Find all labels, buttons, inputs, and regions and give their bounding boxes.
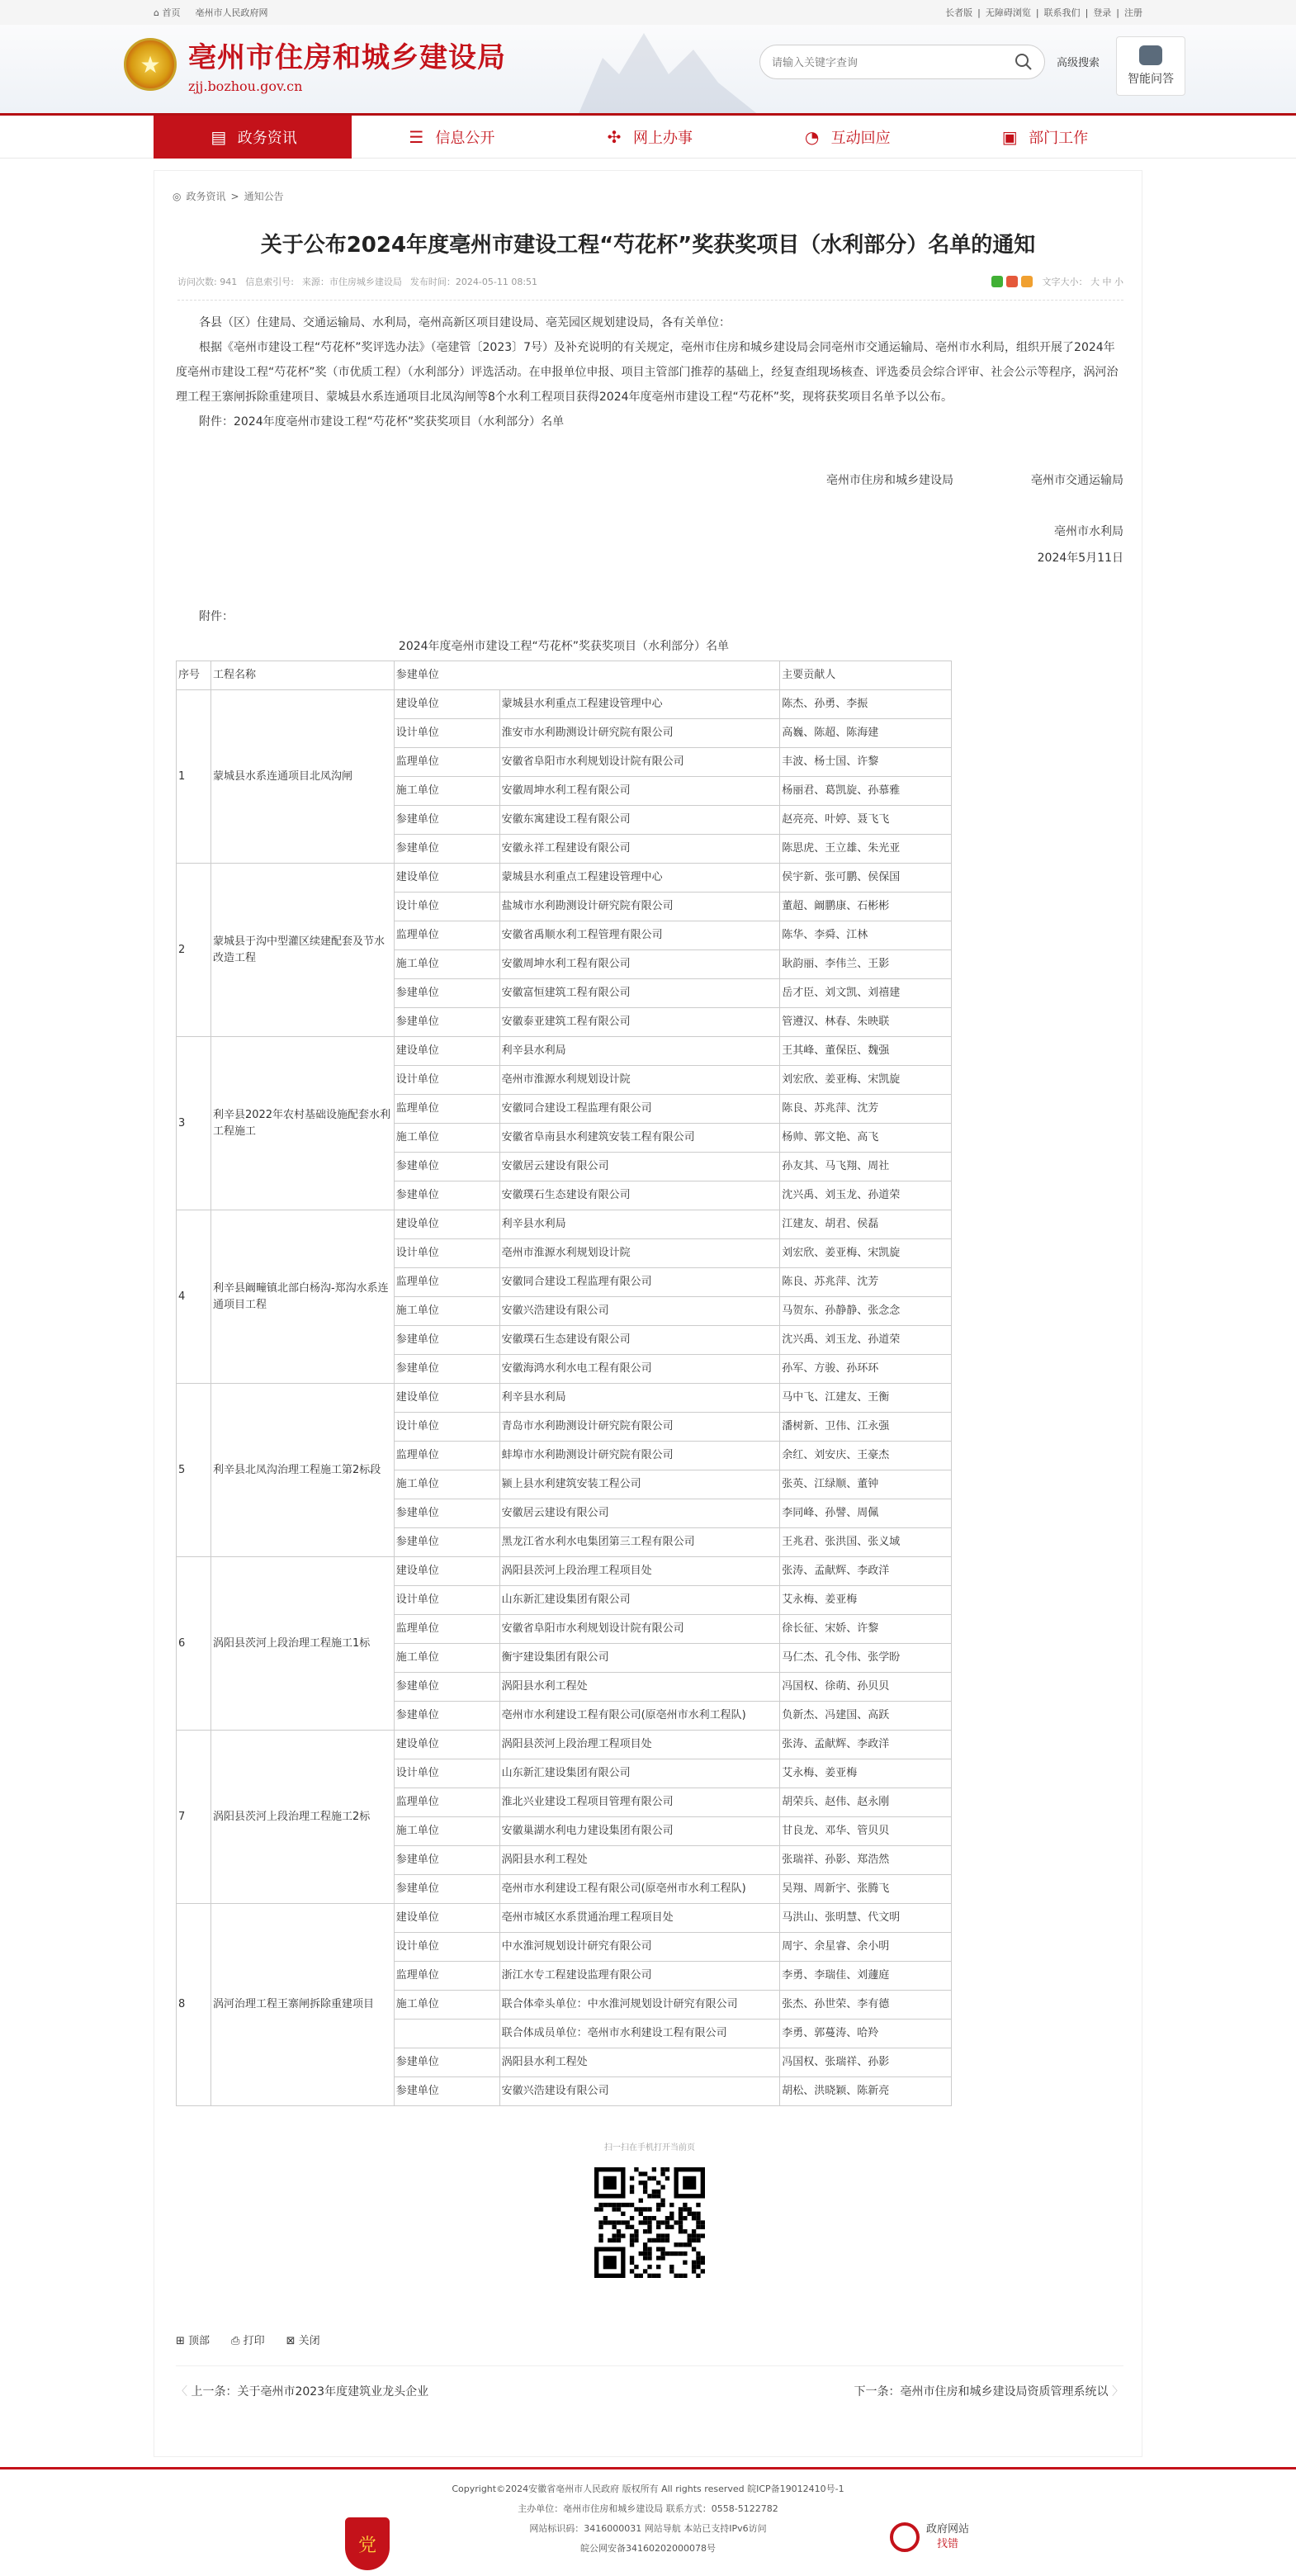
cell-contributors: 刘宏欣、姜亚梅、宋凯旋: [780, 1066, 952, 1095]
cell-contributors: 吴翔、周新宇、张腾飞: [780, 1875, 952, 1904]
main-nav: [0, 116, 1296, 159]
cell-unit-name: 安徽璞石生态建设有限公司: [499, 1181, 780, 1210]
cell-contributors: 张杰、孙世荣、李有德: [780, 1991, 952, 2020]
cell-unit-role: 建设单位: [394, 1731, 499, 1759]
article-container: [154, 170, 1142, 2457]
cell-unit-name: 安徽兴浩建设有限公司: [499, 1297, 780, 1326]
cell-unit-role: 设计单位: [394, 1239, 499, 1268]
qr-code-icon[interactable]: [594, 2167, 705, 2278]
cell-unit-role: 设计单位: [394, 719, 499, 748]
close-icon: ⊠: [286, 2335, 299, 2347]
cell-unit-role: 设计单位: [394, 1586, 499, 1615]
cell-contributors: 马贺东、孙静静、张念念: [780, 1297, 952, 1326]
cell-contributors: 马中飞、江建友、王衡: [780, 1384, 952, 1413]
document-icon: ▤: [210, 127, 227, 147]
cell-contributors: 高巍、陈超、陈海建: [780, 719, 952, 748]
site-url: zjj.bozhou.gov.cn: [188, 78, 303, 94]
table-row: [177, 864, 952, 893]
cell-unit-role: 设计单位: [394, 1759, 499, 1788]
cell-project-number: 6: [177, 1557, 211, 1731]
cell-contributors: 董超、阚鹏康、石彬彬: [780, 893, 952, 921]
cell-unit-name: 安徽兴浩建设有限公司: [499, 2077, 780, 2106]
article-meta: 访问次数: 941 信息索引号: 来源：市住房城乡建设局 发布时间：2024-05-11 08:51 文字大小： 大 中 小: [177, 275, 1123, 301]
home-icon: ⌂: [154, 7, 163, 18]
cell-unit-name: 安徽周坤水利工程有限公司: [499, 950, 780, 979]
cell-unit-role: 参建单位: [394, 1153, 499, 1181]
cell-contributors: 李勇、郭蔓涛、哈羚: [780, 2020, 952, 2048]
cell-unit-name: 安徽巢湖水利电力建设集团有限公司: [499, 1817, 780, 1846]
cell-unit-role: 参建单位: [394, 1499, 499, 1528]
cell-contributors: 杨丽君、葛凯旋、孙慕雅: [780, 777, 952, 806]
cell-unit-name: 亳州市淮源水利规划设计院: [499, 1239, 780, 1268]
contact-link[interactable]: 联系我们: [1043, 7, 1081, 18]
nav-item-online-services[interactable]: ✣ 网上办事: [549, 116, 747, 159]
topbar: ⌂ 首页 亳州市人民政府网 长者版 | 无障碍浏览 | 联系我们 | 登录 | 注册: [0, 0, 1296, 25]
back-to-top-button[interactable]: ⊞ 顶部: [176, 2335, 210, 2347]
smart-qa-button[interactable]: 智能问答: [1116, 36, 1185, 96]
cell-unit-name: 涡阳县茨河上段治理工程项目处: [499, 1731, 780, 1759]
city-landmark-decoration: [545, 25, 792, 116]
cell-unit-role: 参建单位: [394, 1846, 499, 1875]
cell-unit-name: 安徽省禹顺水利工程管理有限公司: [499, 921, 780, 950]
table-row: [177, 690, 952, 719]
cell-unit-role: 设计单位: [394, 893, 499, 921]
header-cell: 参建单位: [394, 661, 779, 690]
visit-count: 访问次数: 941: [177, 277, 238, 287]
article-source: 来源：市住房城乡建设局: [301, 277, 402, 287]
cell-unit-role: 建设单位: [394, 1904, 499, 1933]
advanced-search-link[interactable]: 高级搜索: [1057, 57, 1100, 69]
cell-unit-name: 安徽海鸿水利水电工程有限公司: [499, 1355, 780, 1384]
next-article-link[interactable]: 下一条：亳州市住房和城乡建设局资质管理系统以 〉: [854, 2385, 1123, 2398]
cell-unit-role: 建设单位: [394, 1557, 499, 1586]
cell-project-number: 8: [177, 1904, 211, 2106]
cell-contributors: 赵亮亮、叶婷、聂飞飞: [780, 806, 952, 835]
gov-site-error-report[interactable]: 政府网站 找错: [890, 2522, 969, 2552]
cell-contributors: 冯国权、张瑞祥、孙影: [780, 2048, 952, 2077]
share-buttons: [991, 276, 1033, 287]
cell-unit-role: 参建单位: [394, 1326, 499, 1355]
cell-unit-role: 设计单位: [394, 1933, 499, 1962]
cell-contributors: 马洪山、张明慧、代文明: [780, 1904, 952, 1933]
cell-contributors: 徐长征、宋娇、许黎: [780, 1615, 952, 1644]
cell-contributors: 耿韵丽、李伟兰、王影: [780, 950, 952, 979]
footer-site-id: 网站标识码：3416000031 网站导航 本站已支持IPv6访问: [529, 2523, 767, 2534]
print-icon: ⎙: [231, 2335, 244, 2347]
cell-contributors: 艾永梅、姜亚梅: [780, 1586, 952, 1615]
cell-unit-role: 监理单位: [394, 1442, 499, 1470]
cell-unit-role: 参建单位: [394, 1008, 499, 1037]
cell-unit-role: 施工单位: [394, 1297, 499, 1326]
cell-contributors: 陈杰、孙勇、李振: [780, 690, 952, 719]
cell-project-name: 涡阳县茨河上段治理工程施工2标: [210, 1731, 394, 1904]
search-box: [759, 45, 1045, 79]
cell-contributors: 管遵汉、林春、朱映联: [780, 1008, 952, 1037]
site-title: 亳州市住房和城乡建设局: [188, 41, 506, 74]
font-size-large[interactable]: 大: [1090, 277, 1100, 287]
cell-unit-name: 蒙城县水利重点工程建设管理中心: [499, 864, 780, 893]
cell-unit-name: 山东新汇建设集团有限公司: [499, 1586, 780, 1615]
cell-contributors: 李勇、李瑞佳、刘蘧庭: [780, 1962, 952, 1991]
cell-unit-role: 监理单位: [394, 921, 499, 950]
table-row: [177, 1384, 952, 1413]
font-size-medium[interactable]: 中: [1102, 277, 1112, 287]
login-link[interactable]: 登录: [1093, 7, 1112, 18]
cell-unit-role: 参建单位: [394, 979, 499, 1008]
cell-unit-name: 安徽省阜阳市水利规划设计院有限公司: [499, 748, 780, 777]
search-input[interactable]: [772, 56, 1003, 69]
cell-project-number: 3: [177, 1037, 211, 1210]
sign-org-water: 亳州市水利局: [1054, 525, 1123, 538]
qzone-share-icon[interactable]: [1021, 276, 1033, 287]
cell-contributors: 张英、江绿顺、董钟: [780, 1470, 952, 1499]
cell-contributors: 侯宇新、张可鹏、侯保国: [780, 864, 952, 893]
cell-unit-name: 亳州市水利建设工程有限公司(原亳州市水利工程队): [499, 1702, 780, 1731]
header-cell: 主要贡献人: [780, 661, 952, 690]
paragraph-main: 根据《亳州市建设工程“芍花杯”奖评选办法》（亳建管〔2023〕7号）及补充说明的有关规定，亳州市住房和城乡建设局会同亳州市交通运输局、亳州市水利局，组织开展了2024年度亳州市建设工程“芍花杯”奖（市优质工程）（水利部分）评选活动。在申报单位申报、项目主管部门推荐的基础上，经复查组现场核查、评选委员会综合评审、社会公示等程序，涡河治理工程王寨闸拆除重建项目、蒙城县水系连通项目北凤沟闸等8个水利工程项目获得2024年度亳州市建设工程“芍花杯”奖，现将获奖项目名单予以公布。: [176, 341, 1119, 404]
top-icon: ⊞: [176, 2335, 189, 2347]
cell-unit-role: 施工单位: [394, 777, 499, 806]
location-icon: ◎: [173, 190, 182, 202]
print-button[interactable]: ⎙ 打印: [231, 2335, 265, 2347]
attachment-label: 附件：: [199, 610, 234, 623]
cell-unit-role: 设计单位: [394, 1413, 499, 1442]
footer-host: 主办单位：亳州市住房和城乡建设局 联系方式：0558-5122782: [518, 2503, 778, 2514]
cell-unit-name: 利辛县水利局: [499, 1210, 780, 1239]
header-cell: 序号: [177, 661, 211, 690]
cell-unit-name: 涡阳县水利工程处: [499, 1846, 780, 1875]
cell-contributors: 江建友、胡君、侯磊: [780, 1210, 952, 1239]
cell-unit-role: 参建单位: [394, 806, 499, 835]
paragraph-attachment[interactable]: 附件：2024年度亳州市建设工程“芍花杯”奖获奖项目（水利部分）名单: [199, 415, 565, 429]
site-header: [0, 25, 1296, 116]
cell-contributors: 张涛、孟献辉、李政洋: [780, 1557, 952, 1586]
cell-project-name: 涡河治理工程王寨闸拆除重建项目: [210, 1904, 394, 2106]
cell-unit-name: 亳州市淮源水利规划设计院: [499, 1066, 780, 1095]
cell-contributors: 负新杰、冯建国、高跃: [780, 1702, 952, 1731]
cell-unit-role: 参建单位: [394, 2077, 499, 2106]
site-footer: [0, 2467, 1296, 2576]
cell-project-number: 1: [177, 690, 211, 864]
cell-project-number: 2: [177, 864, 211, 1037]
cell-unit-role: 监理单位: [394, 1095, 499, 1124]
cell-contributors: 甘良龙、邓华、管贝贝: [780, 1817, 952, 1846]
cell-contributors: 王其峰、董保臣、魏强: [780, 1037, 952, 1066]
article-body: [154, 301, 1142, 2289]
info-index: 信息索引号:: [245, 277, 294, 287]
chevron-left-icon: 〈: [176, 2385, 192, 2398]
elder-mode-link[interactable]: 长者版: [945, 7, 973, 18]
folder-icon: ▣: [1001, 127, 1018, 147]
cell-project-name: 利辛县阚疃镇北部白杨沟-郑沟水系连通项目工程: [210, 1210, 394, 1384]
cell-unit-name: 涡阳县水利工程处: [499, 2048, 780, 2077]
cell-contributors: 余红、刘安庆、王豪杰: [780, 1442, 952, 1470]
cell-unit-name: 安徽富恒建筑工程有限公司: [499, 979, 780, 1008]
cell-unit-name: 安徽泰亚建筑工程有限公司: [499, 1008, 780, 1037]
cell-unit-name: 安徽璞石生态建设有限公司: [499, 1326, 780, 1355]
cell-project-name: 利辛县2022年农村基础设施配套水利工程施工: [210, 1037, 394, 1210]
sign-org-transport: 亳州市交通运输局: [1031, 474, 1123, 487]
wechat-share-icon[interactable]: [991, 276, 1003, 287]
cell-unit-role: 监理单位: [394, 748, 499, 777]
cell-unit-role: 参建单位: [394, 1355, 499, 1384]
cell-unit-name: 盐城市水利勘测设计研究院有限公司: [499, 893, 780, 921]
table-row: [177, 1904, 952, 1933]
signature-block: [176, 467, 1123, 571]
cell-project-number: 4: [177, 1210, 211, 1384]
cell-unit-role: 施工单位: [394, 1124, 499, 1153]
footer-copyright: Copyright©2024安徽省亳州市人民政府 版权所有 All rights reserved 皖ICP备19012410号-1: [452, 2484, 844, 2494]
cell-unit-name: 浙江水专工程建设监理有限公司: [499, 1962, 780, 1991]
cell-unit-role: 参建单位: [394, 1528, 499, 1557]
cell-unit-role: 参建单位: [394, 835, 499, 864]
cell-unit-name: 利辛县水利局: [499, 1384, 780, 1413]
cell-contributors: 沈兴禹、刘玉龙、孙道荣: [780, 1326, 952, 1355]
cell-unit-role: 施工单位: [394, 1817, 499, 1846]
cell-unit-name: 安徽永祥工程建设有限公司: [499, 835, 780, 864]
cell-contributors: 王兆君、张洪国、张义域: [780, 1528, 952, 1557]
awards-table: [176, 661, 952, 2106]
chevron-right-icon: 〉: [1108, 2385, 1123, 2398]
cell-contributors: 杨帅、郭文艳、高飞: [780, 1124, 952, 1153]
table-row: [177, 1210, 952, 1239]
cell-unit-role: 监理单位: [394, 1788, 499, 1817]
cell-contributors: 胡松、洪晓颖、陈新亮: [780, 2077, 952, 2106]
cell-contributors: 周宇、余星睿、余小明: [780, 1933, 952, 1962]
cell-contributors: 马仁杰、孔令伟、张学盼: [780, 1644, 952, 1673]
cell-unit-name: 山东新汇建设集团有限公司: [499, 1759, 780, 1788]
site-logo[interactable]: [124, 35, 506, 94]
cell-contributors: 岳才臣、刘文凯、刘禧建: [780, 979, 952, 1008]
cell-contributors: 陈思虎、王立雄、朱光亚: [780, 835, 952, 864]
cell-unit-name: 亳州市水利建设工程有限公司(原亳州市水利工程队): [499, 1875, 780, 1904]
nav-item-disclosure[interactable]: ☰ 信息公开: [352, 116, 550, 159]
cell-unit-name: 安徽省阜南县水利建筑安装工程有限公司: [499, 1124, 780, 1153]
cell-project-name: 蒙城县水系连通项目北凤沟闸: [210, 690, 394, 864]
cell-unit-name: 蒙城县水利重点工程建设管理中心: [499, 690, 780, 719]
register-link[interactable]: 注册: [1124, 7, 1142, 18]
party-org-badge-icon[interactable]: 党: [345, 2517, 390, 2570]
cell-unit-role: 参建单位: [394, 1875, 499, 1904]
cell-unit-name: 安徽同合建设工程监理有限公司: [499, 1095, 780, 1124]
search-icon[interactable]: [1015, 53, 1033, 71]
cell-unit-role: 建设单位: [394, 1037, 499, 1066]
close-button[interactable]: ⊠ 关闭: [286, 2335, 320, 2347]
cell-contributors: 潘树新、卫伟、江永强: [780, 1413, 952, 1442]
nav-item-departments[interactable]: ▣ 部门工作: [944, 116, 1142, 159]
cell-contributors: 张瑞祥、孙影、郑浩然: [780, 1846, 952, 1875]
cell-unit-name: 涡阳县水利工程处: [499, 1673, 780, 1702]
article-toolbar: [176, 2332, 1142, 2347]
grid-icon: ✣: [607, 127, 622, 147]
cell-unit-name: 安徽周坤水利工程有限公司: [499, 777, 780, 806]
cell-unit-role: 施工单位: [394, 1644, 499, 1673]
sign-date: 2024年5月11日: [1037, 552, 1123, 565]
qr-section: [563, 2136, 736, 2289]
paragraph-salutation: 各县（区）住建局、交通运输局、水利局，亳州高新区项目建设局、亳芜园区规划建设局，各有关单位：: [199, 316, 731, 329]
cell-unit-name: 安徽居云建设有限公司: [499, 1499, 780, 1528]
cell-contributors: 陈良、苏兆萍、沈芳: [780, 1268, 952, 1297]
cell-unit-role: 设计单位: [394, 1066, 499, 1095]
cell-unit-role: 施工单位: [394, 950, 499, 979]
cell-project-name: 利辛县北凤沟治理工程施工第2标段: [210, 1384, 394, 1557]
cell-unit-role: 参建单位: [394, 1181, 499, 1210]
cell-unit-role: 监理单位: [394, 1962, 499, 1991]
chat-icon: ◔: [804, 127, 820, 147]
cell-unit-role: 参建单位: [394, 1673, 499, 1702]
cell-unit-name: 蚌埠市水利勘测设计研究院有限公司: [499, 1442, 780, 1470]
breadcrumb-item-news[interactable]: 政务资讯: [186, 191, 226, 202]
cell-unit-name: 利辛县水利局: [499, 1037, 780, 1066]
error-report-icon: [890, 2522, 920, 2552]
article-title: 关于公布2024年度亳州市建设工程“芍花杯”奖获奖项目（水利部分）名单的通知: [260, 233, 1036, 258]
cell-unit-role: 参建单位: [394, 1702, 499, 1731]
cell-unit-role: 参建单位: [394, 2048, 499, 2077]
cell-project-name: 涡阳县茨河上段治理工程施工1标: [210, 1557, 394, 1731]
table-title: 2024年度亳州市建设工程“芍花杯”奖获奖项目（水利部分）名单: [398, 640, 730, 653]
header-cell: 工程名称: [210, 661, 394, 690]
cell-unit-role: 施工单位: [394, 1991, 499, 2020]
cell-contributors: 艾永梅、姜亚梅: [780, 1759, 952, 1788]
cell-unit-name: 亳州市城区水系贯通治理工程项目处: [499, 1904, 780, 1933]
nav-item-interaction[interactable]: ◔ 互动回应: [747, 116, 945, 159]
table-header-row: [177, 661, 952, 690]
publish-date: 发布时间：2024-05-11 08:51: [409, 277, 538, 287]
font-size-small[interactable]: 小: [1114, 277, 1123, 287]
cell-unit-role: 施工单位: [394, 1470, 499, 1499]
list-icon: ☰: [409, 127, 424, 147]
cell-contributors: 丰波、杨士国、许黎: [780, 748, 952, 777]
sign-org-housing: 亳州市住房和城乡建设局: [826, 474, 953, 487]
cell-unit-name: 中水淮河规划设计研究有限公司: [499, 1933, 780, 1962]
cell-unit-name: 安徽同合建设工程监理有限公司: [499, 1268, 780, 1297]
cell-contributors: 张涛、孟献辉、李政洋: [780, 1731, 952, 1759]
cell-unit-role: 建设单位: [394, 1384, 499, 1413]
cell-contributors: 孙军、方骏、孙环环: [780, 1355, 952, 1384]
cell-contributors: 陈良、苏兆萍、沈芳: [780, 1095, 952, 1124]
cell-unit-role: [394, 2020, 499, 2048]
cell-unit-name: 淮安市水利勘测设计研究院有限公司: [499, 719, 780, 748]
breadcrumb-item-notices[interactable]: 通知公告: [244, 191, 284, 202]
cell-project-name: 蒙城县于沟中型灌区续建配套及节水改造工程: [210, 864, 394, 1037]
robot-icon: [1139, 45, 1162, 65]
cell-unit-name: 淮北兴业建设工程项目管理有限公司: [499, 1788, 780, 1817]
cell-contributors: 沈兴禹、刘玉龙、孙道荣: [780, 1181, 952, 1210]
cell-project-number: 7: [177, 1731, 211, 1904]
cell-unit-name: 安徽东寓建设工程有限公司: [499, 806, 780, 835]
prev-article-link[interactable]: 〈 上一条：关于亳州市2023年度建筑业龙头企业: [176, 2385, 429, 2398]
cell-contributors: 胡荣兵、赵伟、赵永刚: [780, 1788, 952, 1817]
cell-unit-name: 联合体牵头单位：中水淮河规划设计研究有限公司: [499, 1991, 780, 2020]
cell-unit-name: 黑龙江省水利水电集团第三工程有限公司: [499, 1528, 780, 1557]
cell-contributors: 冯国权、徐萌、孙贝贝: [780, 1673, 952, 1702]
cell-unit-name: 涡阳县茨河上段治理工程项目处: [499, 1557, 780, 1586]
cell-unit-name: 安徽居云建设有限公司: [499, 1153, 780, 1181]
cell-unit-role: 监理单位: [394, 1268, 499, 1297]
cell-unit-name: 联合体成员单位：亳州市水利建设工程有限公司: [499, 2020, 780, 2048]
table-row: [177, 1037, 952, 1066]
cell-unit-role: 监理单位: [394, 1615, 499, 1644]
qr-caption: 扫一扫在手机打开当前页: [604, 2143, 695, 2152]
table-row: [177, 1557, 952, 1586]
gov-site-link[interactable]: 亳州市人民政府网: [195, 7, 268, 18]
cell-contributors: 陈华、李舜、江林: [780, 921, 952, 950]
nav-item-news[interactable]: ▤ 政务资讯: [154, 116, 352, 159]
cell-unit-name: 颍上县水利建筑安装工程公司: [499, 1470, 780, 1499]
cell-project-number: 5: [177, 1384, 211, 1557]
breadcrumb: ◎ 政务资讯 > 通知公告: [173, 190, 284, 202]
accessibility-link[interactable]: 无障碍浏览: [985, 7, 1031, 18]
footer-police-record: 皖公网安备34160202000078号: [580, 2543, 716, 2554]
cell-contributors: 李同峰、孙譬、周佩: [780, 1499, 952, 1528]
national-emblem-icon: ★: [124, 38, 177, 91]
cell-unit-role: 建设单位: [394, 1210, 499, 1239]
cell-unit-name: 安徽省阜阳市水利规划设计院有限公司: [499, 1615, 780, 1644]
table-row: [177, 1731, 952, 1759]
cell-unit-role: 建设单位: [394, 864, 499, 893]
cell-contributors: 刘宏欣、姜亚梅、宋凯旋: [780, 1239, 952, 1268]
prev-next-nav: [176, 2365, 1123, 2399]
home-link[interactable]: ⌂ 首页: [154, 7, 181, 18]
weibo-share-icon[interactable]: [1006, 276, 1018, 287]
cell-unit-role: 建设单位: [394, 690, 499, 719]
cell-contributors: 孙友其、马飞翔、周社: [780, 1153, 952, 1181]
cell-unit-name: 青岛市水利勘测设计研究院有限公司: [499, 1413, 780, 1442]
cell-unit-name: 衡宇建设集团有限公司: [499, 1644, 780, 1673]
